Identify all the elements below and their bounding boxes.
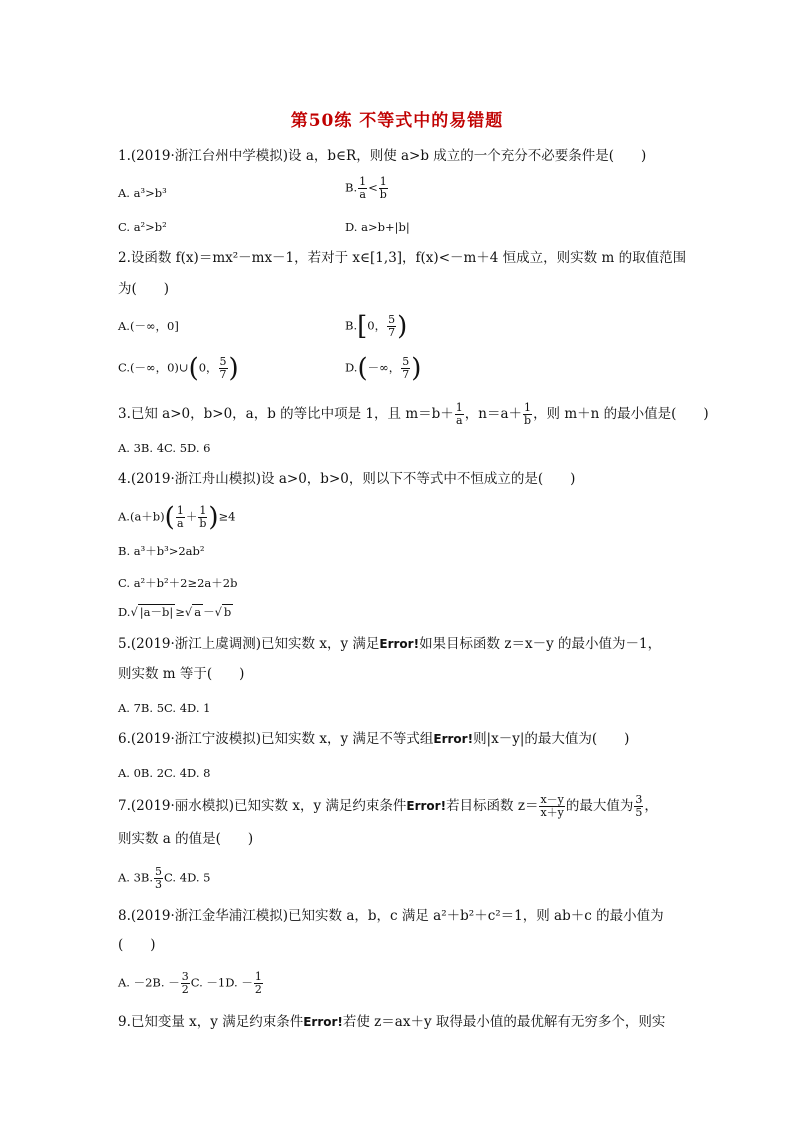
question-1-option-c: C. a²>b² [118, 220, 167, 234]
question-4-option-c: C. a²＋b²＋2≥2a＋2b [118, 576, 238, 590]
question-2-option-a: A.(－∞，0] [118, 319, 179, 333]
question-9-stem: 9.已知变量 x，y 满足约束条件Error!若使 z＝ax＋y 取得最小值的最优解有无穷多个，则实 [118, 1014, 666, 1030]
question-1-option-b: B. $\frac{1}{a}$ < $\frac{1}{b}$ [345, 175, 387, 201]
question-4-option-b: B. a³＋b³>2ab² [118, 544, 205, 558]
question-4-option-a: A.(a＋b)( $\frac{1}{a}$ ＋ $\frac{1}{b}$ )≥4 [118, 502, 236, 533]
question-4-option-d: D.√ |a－b| ≥√ a －√ b [118, 605, 232, 619]
question-2-stem-line2: 为( ) [118, 281, 170, 297]
question-1-option-a: A. a³>b³ [118, 186, 167, 200]
question-2-stem-line1: 2.设函数 f(x)＝mx²－mx－1，若对于 x∈[1,3]，f(x)<－m＋4 恒成立，则实数 m 的取值范围 [118, 250, 687, 266]
question-8-stem-line2: ( ) [118, 937, 156, 953]
question-1-option-d: D. a>b+|b| [345, 220, 410, 234]
question-1-stem: 1.(2019·浙江台州中学模拟)设 a，b∈R，则使 a>b 成立的一个充分不必要条件是( ) [118, 148, 647, 164]
page-title: 第50练 不等式中的易错题 [290, 111, 504, 131]
question-2-option-d: D.(－∞， $\frac{5}{7}$ ) [345, 353, 422, 384]
question-7-stem-line2: 则实数 a 的值是( ) [118, 831, 254, 847]
question-7-options: A. 3B. $\frac{5}{3}$ C. 4D. 5 [118, 865, 211, 891]
question-2-option-b: B.[0， $\frac{5}{7}$ ) [345, 311, 408, 342]
question-8-options: A. －2B. － $\frac{3}{2}$ C. －1D. － $\frac{1}{2}$ [118, 970, 262, 996]
question-8-stem-line1: 8.(2019·浙江金华浦江模拟)已知实数 a，b，c 满足 a²＋b²＋c²＝1，则 ab＋c 的最小值为 [118, 908, 664, 924]
question-5-stem-line2: 则实数 m 等于( ) [118, 666, 245, 682]
question-5-options: A. 7B. 5C. 4D. 1 [118, 701, 211, 715]
question-5-stem-line1: 5.(2019·浙江上虞调测)已知实数 x，y 满足Error!如果目标函数 z＝x－y 的最小值为－1， [118, 636, 662, 652]
question-3-options: A. 3B. 4C. 5D. 6 [118, 441, 211, 455]
question-6-options: A. 0B. 2C. 4D. 8 [118, 766, 211, 780]
question-2-option-c: C.(－∞，0)∪(0， $\frac{5}{7}$ ) [118, 353, 239, 384]
question-4-stem: 4.(2019·浙江舟山模拟)设 a>0，b>0，则以下不等式中不恒成立的是( ) [118, 471, 576, 487]
question-6-stem: 6.(2019·浙江宁波模拟)已知实数 x，y 满足不等式组Error!则|x－y|的最大值为( ) [118, 731, 630, 747]
question-7-stem-line1: 7.(2019·丽水模拟)已知实数 x，y 满足约束条件Error!若目标函数 z＝ $\frac{x-y}{x+y}$ 的最大值为 $\frac{3}{5}$ ， [118, 793, 658, 819]
question-3-stem: 3.已知 a>0，b>0，a，b 的等比中项是 1，且 m＝b＋ $\frac{1}{a}$ ，n＝a＋ $\frac{1}{b}$ ，则 m＋n 的最小值是( ) [118, 401, 709, 427]
